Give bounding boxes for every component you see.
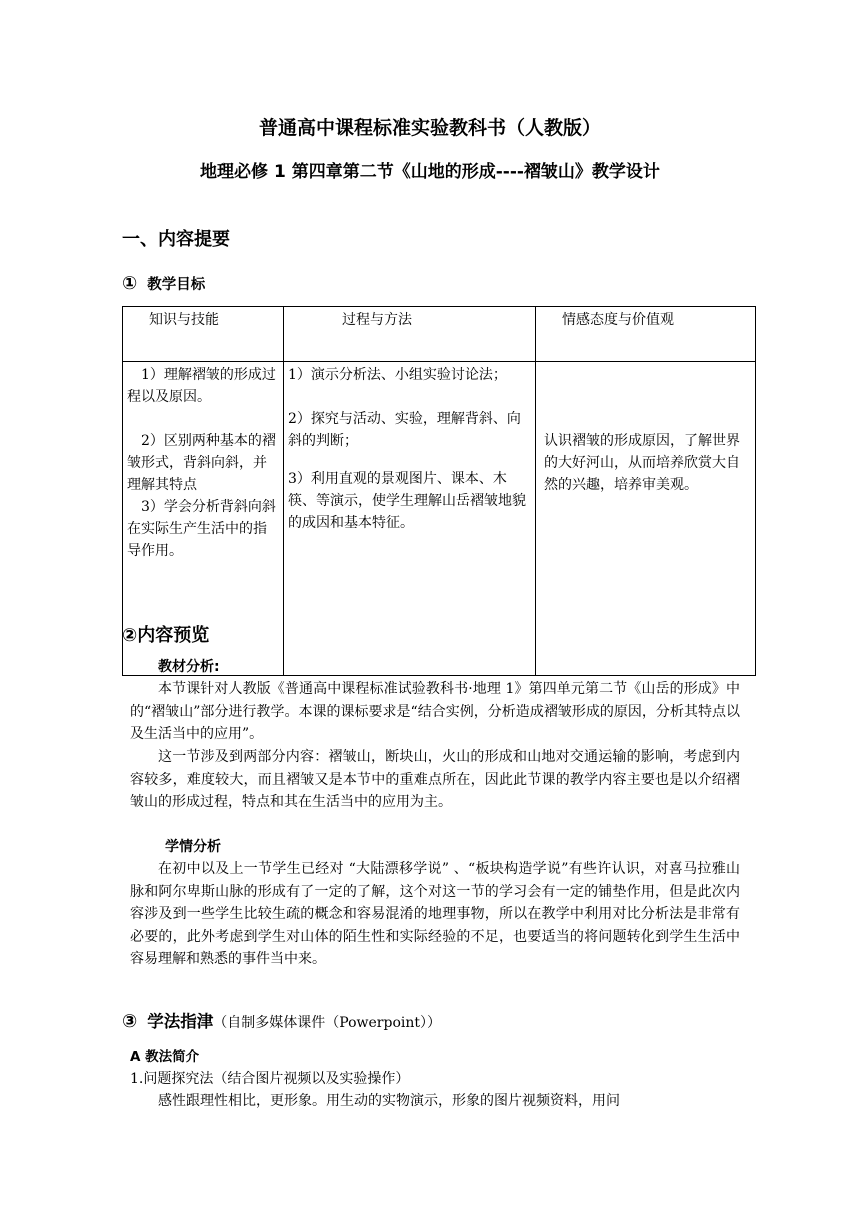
knowledge-item-1: 1）理解褶皱的形成过程以及原因。: [127, 367, 276, 405]
header-process: 过程与方法: [284, 307, 536, 362]
teaching-method-label: A 教法简介: [130, 1049, 200, 1065]
goals-table-header-row: [123, 307, 756, 362]
method-note: （自制多媒体课件（Powerpoint））: [213, 1015, 442, 1031]
document-subtitle: 地理必修 1 第四章第二节《山地的形成----褶皱山》教学设计: [200, 162, 660, 182]
header-knowledge: 知识与技能: [123, 307, 284, 362]
section-heading-summary: 一、内容提要: [122, 229, 230, 250]
goals-number: ①: [122, 273, 138, 294]
header-emotion: 情感态度与价值观: [536, 307, 756, 362]
preview-heading: ②内容预览: [122, 625, 210, 646]
material-paragraph-1: 本节课针对人教版《普通高中课程标准试验教科书·地理 1》第四单元第二节《山岳的形成》中的“褶皱山”部分进行教学。本课的课标要求是“结合实例，分析造成褶皱形成的原因，分析其特点以及生活当中的应用”。: [130, 681, 740, 743]
method-title: 学法指津: [147, 1012, 214, 1031]
goals-heading: [122, 272, 205, 297]
cell-emotion: [536, 362, 756, 676]
process-item-3: 3）利用直观的景观图片、课本、木筷、等演示，使学生理解山岳褶皱地貌的成因和基本特征。: [288, 471, 526, 531]
knowledge-item-2: 2）区别两种基本的褶皱形式，背斜向斜，并理解其特点: [127, 433, 276, 493]
goals-title: 教学目标: [147, 277, 206, 293]
method-heading: [122, 1010, 441, 1035]
student-analysis-label: 学情分析: [165, 839, 221, 855]
process-item-1: 1）演示分析法、小组实验讨论法；: [288, 367, 507, 383]
method-item-1-text: 感性跟理性相比，更形象。用生动的实物演示，形象的图片视频资料，用问: [158, 1093, 620, 1109]
material-analysis-label: 教材分析:: [158, 659, 220, 675]
cell-process: [284, 362, 536, 676]
goals-table: [122, 306, 756, 676]
process-item-2: 2）探究与活动、实验，理解背斜、向斜的判断；: [288, 411, 521, 449]
method-number: ③: [122, 1011, 138, 1032]
knowledge-item-3: 3）学会分析背斜向斜在实际生产生活中的指导作用。: [127, 499, 276, 559]
emotion-text: 认识褶皱的形成原因，了解世界的大好河山，从而培养欣赏大自然的兴趣，培养审美观。: [544, 433, 740, 493]
goals-table-body-row: [123, 362, 756, 676]
student-paragraph: 在初中以及上一节学生已经对 “大陆漂移学说” 、“板块构造学说”有些许认识，对喜马拉雅山脉和阿尔卑斯山脉的形成有了一定的了解，这个对这一节的学习会有一定的铺垫作用，但是此次内容涉及到一些学生比较生疏的概念和容易混淆的地理事物，所以在教学中利用对比分析法是非常有必要的，此外考虑到学生对山体的陌生性和实际经验的不足，也要适当的将问题转化到学生生活中容易理解和熟悉的事件当中来。: [130, 861, 740, 968]
method-item-1: 1.问题探究法（结合图片视频以及实验操作）: [130, 1071, 410, 1087]
document-title: 普通高中课程标准实验教科书（人教版）: [258, 117, 601, 139]
material-paragraph-2: 这一节涉及到两部分内容：褶皱山，断块山，火山的形成和山地对交通运输的影响，考虑到内容较多，难度较大，而且褶皱又是本节中的重难点所在，因此此节课的教学内容主要也是以介绍褶皱山的形成过程，特点和其在生活当中的应用为主。: [130, 749, 740, 811]
